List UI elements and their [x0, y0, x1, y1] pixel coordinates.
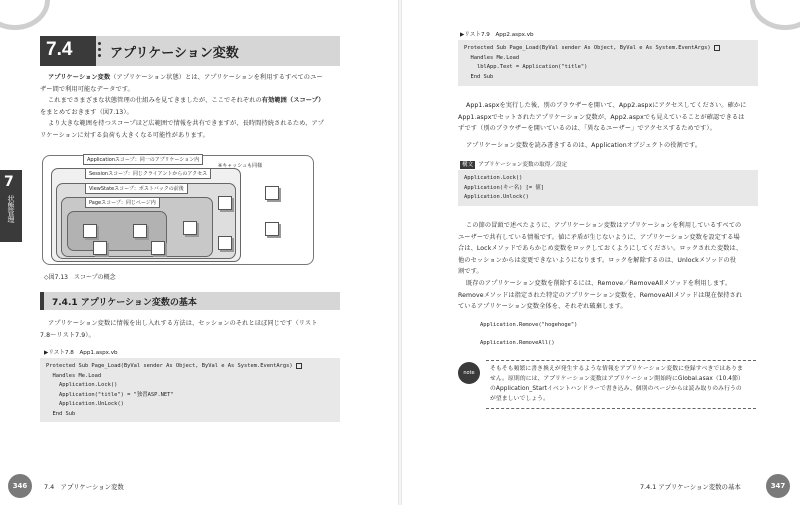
paragraph-3: [458, 220, 783, 278]
body-line: 合は、Lockメソッドであらかじめ変数をロックしておくようにしてください。ロックされた変数は、: [458, 245, 743, 252]
page-number: 346: [8, 474, 32, 498]
body-line: この節の冒頭で述べたように、アプリケーション変数はアプリケーションを利用しているすべての: [466, 222, 742, 229]
chapter-number: 7: [4, 174, 14, 190]
page-doc-icon: [93, 241, 107, 255]
body-line: ずです（別のブラウザーを開いているのは、「異なるユーザー」でアクセスするためです）。: [458, 125, 716, 132]
intro-bold-term: アプリケーション変数: [48, 74, 111, 81]
code-line: Protected Sub Page_Load(ByVal sender As Object, ByVal e As System.EventArgs): [46, 362, 334, 372]
listing-label: ▶リスト7.9 App2.aspx.vb: [460, 32, 534, 38]
section-dots: [98, 42, 102, 60]
section-number: 7.4: [40, 36, 96, 66]
body-line: アプリケーション変数に情報を出し入れする方法は、セッションのそれとほぼ同じです（リスト: [48, 320, 318, 327]
figure-caption: ◇図7.13 スコープの概念: [44, 274, 116, 281]
application-scope-label: Applicationスコープ：同一のアプリケーション内: [83, 154, 203, 165]
body-line: 他のセッションからは変更できないようになります。ロックを解除するのは、Unlockメソッドの役: [458, 256, 737, 264]
code-line: Handles Me.Load: [46, 372, 102, 379]
code-line: Protected Sub Page_Load(ByVal sender As Object, ByVal e As System.EventArgs): [464, 44, 752, 54]
code-listing: [458, 40, 758, 86]
intro-line: （アプリケーション状態）とは、アプリケーションを利用するすべてのユー: [110, 74, 323, 81]
code-listing: [40, 358, 340, 422]
intro-line: これまでさまざまな状態管理の仕組みを見てきましたが、ここでそれぞれの: [48, 97, 262, 104]
body-line: ているアプリケーション変数全体を、それぞれ破棄します。: [458, 303, 627, 310]
code-line: Application(キー名) [= 値]: [464, 184, 544, 191]
intro-bold-scope: 有効範囲（スコープ）: [261, 97, 325, 104]
body-line: ユーザーで共有している情報です。値に矛盾が生じないように、アプリケーション変数を設定する場: [458, 233, 740, 241]
paragraph-1: [458, 100, 783, 135]
paragraph-2: アプリケーション変数を読み書きするのは、Applicationオブジェクトの役割です。: [466, 142, 702, 149]
section-heading: [40, 36, 340, 66]
running-footer: 7.4 アプリケーション変数: [44, 483, 124, 491]
chapter-label: 状態管理: [7, 195, 15, 223]
intro-line: をまとめておきます（図7.13）。: [40, 108, 133, 116]
section-title: アプリケーション変数: [110, 46, 239, 61]
code-line: Application.UnLock(): [46, 401, 124, 408]
session-scope-label: Sessionスコープ：同じクライアントからのアクセス: [85, 168, 211, 179]
syntax-title: アプリケーション変数の取得／設定: [478, 162, 568, 168]
page-doc-icon: [83, 224, 97, 238]
code-line: Application.Unlock(): [464, 194, 529, 201]
subsection-title: 7.4.1 アプリケーション変数の基本: [52, 298, 197, 308]
scope-figure: [42, 155, 314, 265]
page-scope-label: Pageスコープ：同じページ内: [85, 197, 160, 208]
note-icon: note: [458, 362, 480, 384]
body-line: 既存のアプリケーション変数を削除するには、Remove／RemoveAllメソッドを利用します。: [466, 280, 732, 287]
listing-label: ▶リスト7.8 App1.aspx.vb: [44, 350, 118, 356]
note-line: せん。原則的には、アプリケーション変数はアプリケーション開始時にGlobal.asax（10.4節）: [490, 376, 744, 382]
intro-line: リケーションに対する負荷も大きくなる可能性があります。: [40, 131, 209, 139]
intro-paragraph: [40, 72, 365, 141]
line-continuation-icon: [714, 45, 720, 51]
code-line: Application("title") = "独習ASP.NET": [46, 391, 174, 398]
line-continuation-icon: [296, 363, 302, 369]
note-line: のApplication_Startイベントハンドラーで書き込み、個別のページからは読み取りのみ行うの: [490, 386, 742, 392]
viewstate-scope-label: ViewStateスコープ：ポストバックの前後: [85, 183, 188, 194]
right-page: [400, 0, 800, 505]
chapter-tab: [0, 170, 22, 242]
page-doc-icon: [218, 196, 232, 210]
syntax-code: [458, 170, 758, 206]
page-doc-icon: [151, 241, 165, 255]
body-line: 7.8～リスト7.9）。: [40, 331, 95, 339]
body-line: Removeメソッドは指定された特定のアプリケーション変数を、RemoveAllメソッドは現在保持され: [458, 291, 743, 299]
code-line: End Sub: [46, 410, 76, 417]
removeall-code: Application.RemoveAll(): [480, 340, 555, 346]
page-doc-icon: [183, 221, 197, 235]
note-line: が望ましいでしょう。: [490, 396, 549, 402]
code-line: Application.Lock(): [464, 175, 523, 181]
page-doc-icon: [133, 224, 147, 238]
code-line: End Sub: [464, 73, 494, 80]
page-doc-icon: [218, 236, 232, 250]
note-bottom-rule: [486, 408, 756, 409]
body-line: App1.aspxでセットされたアプリケーション変数が、App2.aspxでも見えていることが確認できるは: [458, 113, 745, 121]
note-text: [490, 364, 760, 404]
syntax-heading: [460, 160, 567, 168]
paragraph-4: [458, 278, 783, 313]
body-paragraph: [40, 318, 365, 341]
subsection-heading: [40, 292, 340, 310]
remove-code: Application.Remove("hogehoge"): [480, 322, 578, 328]
syntax-tag: 構文: [462, 162, 474, 168]
code-line: Application.Lock(): [46, 382, 118, 389]
intro-line: ザー間で利用可能なデータです。: [40, 85, 134, 93]
intro-line: より大きな範囲を持つスコープほど広範囲で情報を共有できますが、長時間持続されるため、アプ: [48, 120, 325, 127]
code-line: Handles Me.Load: [464, 54, 520, 61]
running-footer: 7.4.1 アプリケーション変数の基本: [640, 483, 741, 491]
cache-note: ※キャッシュも同様: [218, 163, 263, 169]
page-number: 347: [766, 474, 790, 498]
note-top-rule: [486, 360, 756, 361]
page-doc-icon: [265, 186, 279, 200]
body-line: App1.aspxを実行した後、別のブラウザーを開いて、App2.aspxにアクセスしてください。確かに: [466, 102, 747, 109]
code-line: lblApp.Text = Application("title"): [464, 64, 588, 71]
page-doc-icon: [265, 222, 279, 236]
note-line: そもそも頻繁に書き換えが発生するような情報をアプリケーション変数に登録すべきではありま: [490, 366, 743, 372]
body-line: 割です。: [458, 268, 483, 275]
